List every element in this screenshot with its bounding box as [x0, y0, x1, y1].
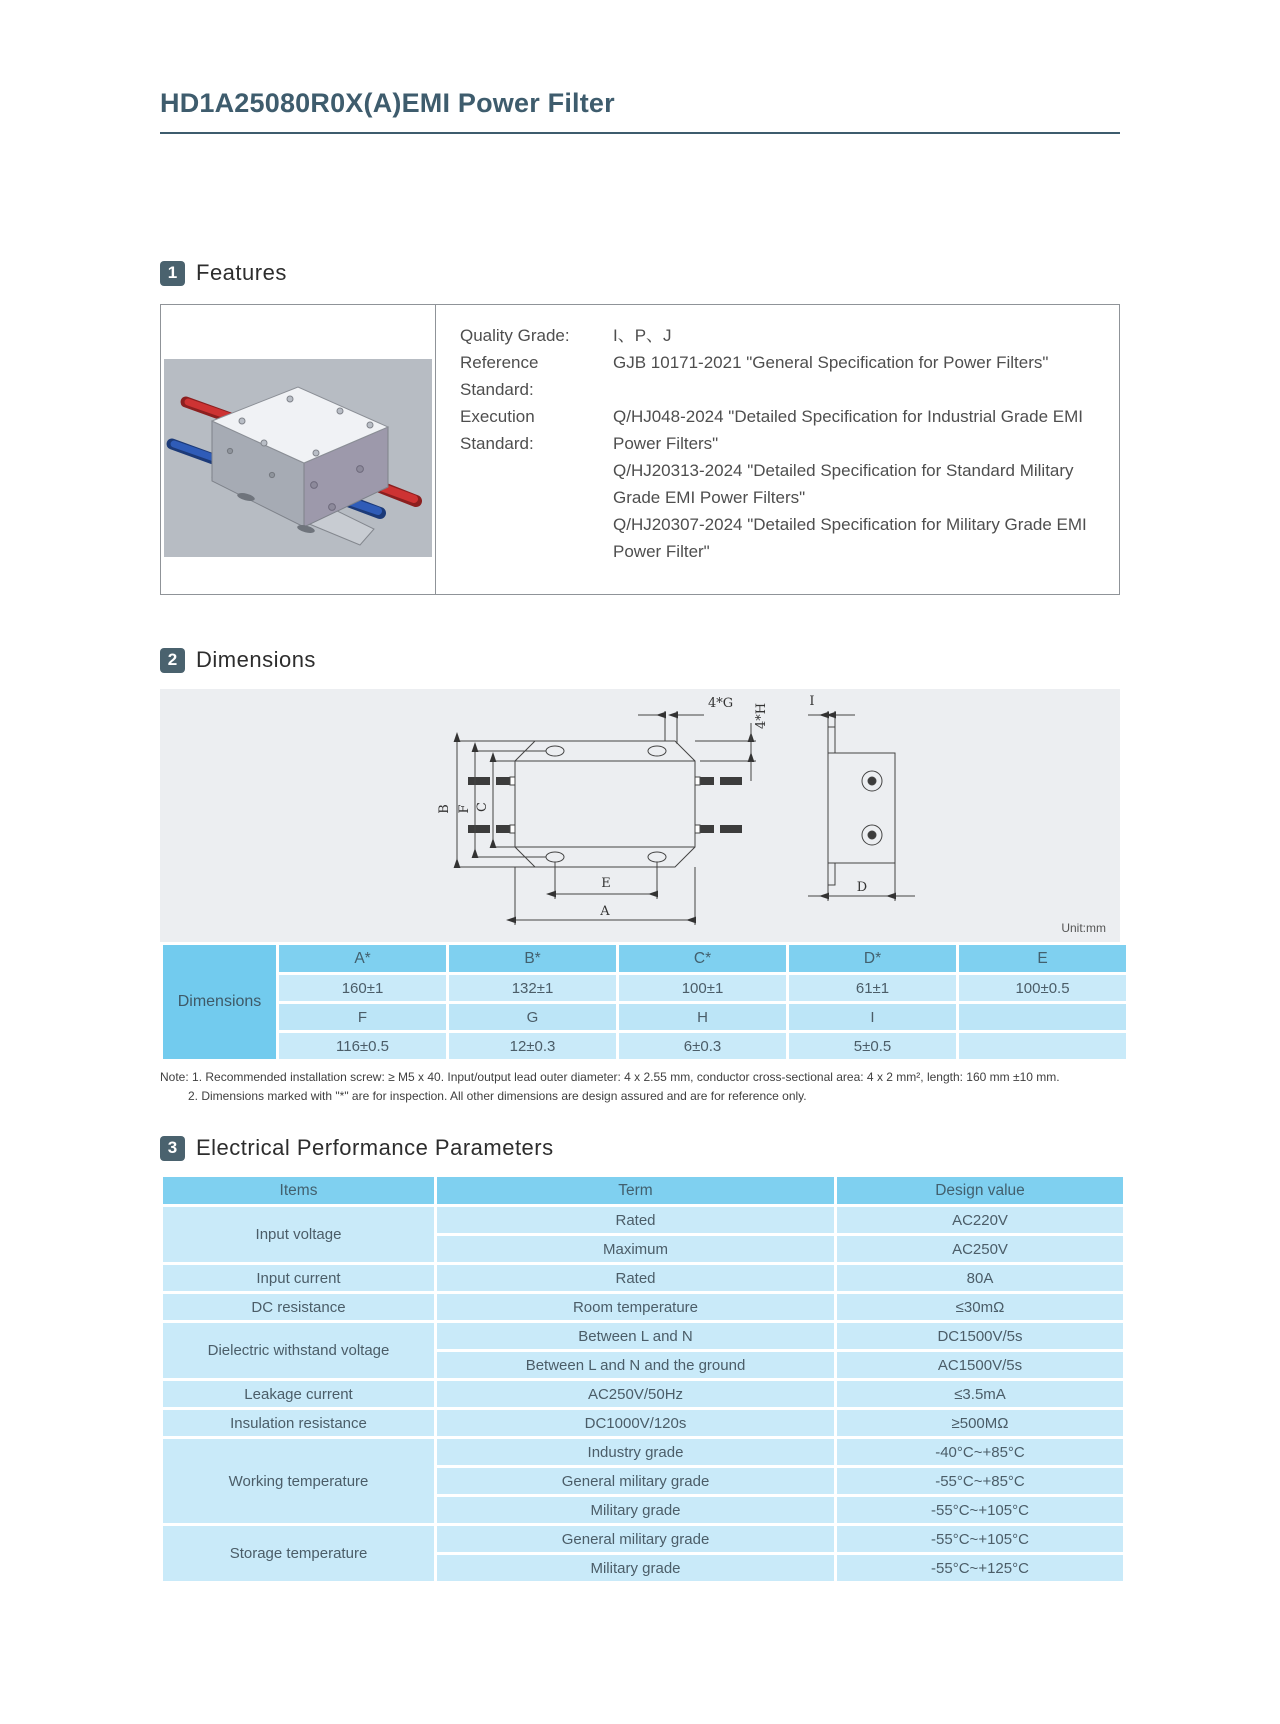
electrical-header-cell: Design value [837, 1177, 1123, 1204]
feature-line: I、P、J [613, 326, 672, 345]
feature-label: Reference Standard: [460, 353, 539, 399]
section-title: Features [196, 260, 287, 285]
dim-label-a: A [600, 904, 610, 919]
feature-line: Q/HJ048-2024 "Detailed Specification for Industrial Grade EMI Power Filters" [613, 407, 1083, 453]
dimensions-table [160, 942, 1129, 1062]
electrical-value-cell: 80A [837, 1265, 1123, 1291]
section-number-badge: 1 [160, 261, 185, 286]
electrical-table-row [163, 1381, 1123, 1407]
electrical-term-cell: DC1000V/120s [437, 1410, 834, 1436]
electrical-term-cell: AC250V/50Hz [437, 1381, 834, 1407]
electrical-item-cell: Working temperature [163, 1439, 434, 1523]
electrical-term-cell: Maximum [437, 1236, 834, 1262]
feature-row [460, 403, 1111, 565]
dimensions-table-cell: E [959, 945, 1126, 972]
electrical-value-cell: -55°C~+105°C [837, 1526, 1123, 1552]
electrical-item-cell: Input current [163, 1265, 434, 1291]
dimensions-table-cell: B* [449, 945, 616, 972]
electrical-term-cell: Military grade [437, 1555, 834, 1581]
section-number-badge: 3 [160, 1136, 185, 1161]
feature-value [613, 349, 1111, 403]
dimensions-table-cell: 61±1 [789, 975, 956, 1001]
electrical-item-cell: Dielectric withstand voltage [163, 1323, 434, 1378]
electrical-header-cell: Term [437, 1177, 834, 1204]
dimensions-table-cell: 100±0.5 [959, 975, 1126, 1001]
electrical-term-cell: General military grade [437, 1468, 834, 1494]
dimensions-table-cell: D* [789, 945, 956, 972]
electrical-term-cell: General military grade [437, 1526, 834, 1552]
electrical-value-cell: AC1500V/5s [837, 1352, 1123, 1378]
feature-row [460, 322, 1111, 349]
section-header-electrical [160, 1135, 1120, 1161]
section-title: Electrical Performance Parameters [196, 1135, 554, 1161]
feature-value [613, 322, 1111, 349]
electrical-table [160, 1174, 1126, 1584]
section-title: Dimensions [196, 647, 316, 672]
electrical-term-cell: Rated [437, 1207, 834, 1233]
dimensions-table-row [163, 1004, 1126, 1030]
section-header-dimensions [160, 647, 1120, 673]
electrical-table-row [163, 1294, 1123, 1320]
electrical-value-cell: AC220V [837, 1207, 1123, 1233]
dim-label-f: F [457, 804, 472, 814]
feature-line: Q/HJ20313-2024 "Detailed Specification for Standard Military Grade EMI Power Filters" [613, 461, 1074, 507]
electrical-item-cell: DC resistance [163, 1294, 434, 1320]
electrical-table-row [163, 1207, 1123, 1233]
feature-label: Quality Grade: [460, 326, 570, 345]
product-image [164, 359, 432, 557]
section-header-features [160, 260, 1120, 286]
electrical-term-cell: Industry grade [437, 1439, 834, 1465]
electrical-item-cell: Leakage current [163, 1381, 434, 1407]
electrical-table-row [163, 1439, 1123, 1465]
feature-label: Execution Standard: [460, 407, 535, 453]
dim-label-h: 4*H [754, 702, 769, 729]
electrical-term-cell: Rated [437, 1265, 834, 1291]
dimensions-table-cell: F [279, 1004, 446, 1030]
dimensions-table-row [163, 975, 1126, 1001]
electrical-value-cell: ≥500MΩ [837, 1410, 1123, 1436]
dimensions-table-cell: G [449, 1004, 616, 1030]
dim-label-d: D [856, 880, 868, 895]
feature-line: Q/HJ20307-2024 "Detailed Specification for Military Grade EMI Power Filter" [613, 515, 1087, 561]
electrical-value-cell: ≤3.5mA [837, 1381, 1123, 1407]
dimensions-table-cell: 6±0.3 [619, 1033, 786, 1059]
electrical-value-cell: -40°C~+85°C [837, 1439, 1123, 1465]
dimensions-note [160, 1068, 1120, 1105]
electrical-table-row [163, 1323, 1123, 1349]
features-box [160, 304, 1120, 595]
section-number-badge: 2 [160, 648, 185, 673]
electrical-value-cell: AC250V [837, 1236, 1123, 1262]
features-text [436, 305, 1119, 594]
electrical-term-cell: Between L and N and the ground [437, 1352, 834, 1378]
dimensions-table-cell: 116±0.5 [279, 1033, 446, 1059]
electrical-term-cell: Room temperature [437, 1294, 834, 1320]
dimensions-table-row [163, 945, 1126, 972]
dimensions-table-cell: 100±1 [619, 975, 786, 1001]
dimensions-table-cell [959, 1033, 1126, 1059]
dimension-drawing [160, 689, 1120, 942]
note-line-2: 2. Dimensions marked with "*" are for inspection. All other dimensions are design assured and are for reference only. [188, 1088, 807, 1103]
dim-label-i: I [809, 694, 815, 709]
electrical-term-cell: Between L and N [437, 1323, 834, 1349]
dimensions-table-cell: 12±0.3 [449, 1033, 616, 1059]
electrical-item-cell: Storage temperature [163, 1526, 434, 1581]
electrical-table-row [163, 1410, 1123, 1436]
title-divider [160, 132, 1120, 134]
dimensions-table-cell: 160±1 [279, 975, 446, 1001]
electrical-table-container [160, 1174, 1120, 1584]
dimensions-table-container [160, 942, 1120, 1062]
dimensions-row-label: Dimensions [163, 945, 276, 1059]
feature-line: GJB 10171-2021 "General Specification for Power Filters" [613, 353, 1049, 372]
dim-label-c: C [475, 802, 490, 812]
unit-label: Unit:mm [1061, 921, 1106, 935]
electrical-item-cell: Insulation resistance [163, 1410, 434, 1436]
dimensions-table-cell: 132±1 [449, 975, 616, 1001]
electrical-value-cell: -55°C~+85°C [837, 1468, 1123, 1494]
dimensions-table-cell: H [619, 1004, 786, 1030]
electrical-table-row [163, 1526, 1123, 1552]
feature-row [460, 349, 1111, 403]
dimensions-table-cell: A* [279, 945, 446, 972]
dimensions-table-cell: C* [619, 945, 786, 972]
page-title: HD1A25080R0X(A)EMI Power Filter [160, 88, 615, 118]
dimensions-table-cell: 5±0.5 [789, 1033, 956, 1059]
dimensions-table-cell [959, 1004, 1126, 1030]
dimensions-table-row [163, 1033, 1126, 1059]
dim-label-g: 4*G [708, 696, 734, 711]
electrical-value-cell: -55°C~+125°C [837, 1555, 1123, 1581]
electrical-value-cell: -55°C~+105°C [837, 1497, 1123, 1523]
dim-label-b: B [437, 804, 452, 814]
electrical-term-cell: Military grade [437, 1497, 834, 1523]
electrical-header-row [163, 1177, 1123, 1204]
electrical-item-cell: Input voltage [163, 1207, 434, 1262]
dimensions-drawing-panel [160, 689, 1120, 942]
electrical-value-cell: ≤30mΩ [837, 1294, 1123, 1320]
dim-label-e: E [601, 876, 611, 891]
electrical-value-cell: DC1500V/5s [837, 1323, 1123, 1349]
electrical-header-cell: Items [163, 1177, 434, 1204]
note-line-1: Note: 1. Recommended installation screw: ≥ M5 x 40. Input/output lead outer diameter: 4 x 2.55 mm, conductor cross-sectional area: 4 x 2 mm², length: 160 mm ±10 mm. [160, 1070, 1060, 1084]
filter-3d-drawing [164, 359, 432, 557]
electrical-table-row [163, 1265, 1123, 1291]
features-image-cell [161, 305, 436, 594]
feature-value [613, 403, 1111, 565]
dimensions-table-cell: I [789, 1004, 956, 1030]
